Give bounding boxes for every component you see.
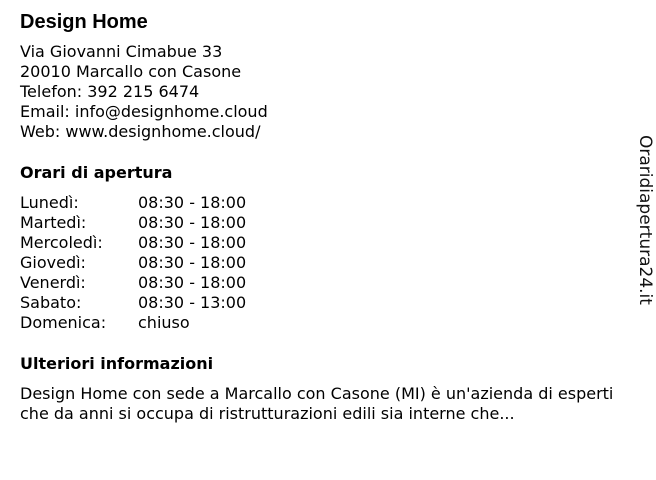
website-url: Web: www.designhome.cloud/ bbox=[20, 122, 261, 141]
hours-row-tuesday bbox=[20, 213, 620, 233]
address-line1: Via Giovanni Cimabue 33 bbox=[20, 42, 223, 61]
opening-hours-table bbox=[20, 193, 620, 333]
address-line2: 20010 Marcallo con Casone bbox=[20, 62, 242, 81]
more-info-text: Design Home con sede a Marcallo con Casone (MI) è un'azienda di esperti che da anni si occupa di ristrutturazioni edili sia interne che... bbox=[20, 384, 614, 423]
business-card bbox=[20, 10, 620, 424]
hours-time: 08:30 - 18:00 bbox=[138, 273, 247, 292]
hours-row-thursday bbox=[20, 253, 620, 273]
hours-day: Giovedì: bbox=[20, 253, 86, 272]
hours-day: Mercoledì: bbox=[20, 233, 103, 252]
email-address: Email: info@designhome.cloud bbox=[20, 102, 268, 121]
business-name: Design Home bbox=[20, 11, 148, 33]
watermark-text: Oraridiapertura24.it bbox=[635, 135, 655, 305]
hours-day: Martedì: bbox=[20, 213, 87, 232]
hours-time: chiuso bbox=[138, 313, 190, 332]
hours-time: 08:30 - 18:00 bbox=[138, 253, 247, 272]
hours-time: 08:30 - 18:00 bbox=[138, 193, 247, 212]
hours-day: Lunedì: bbox=[20, 193, 79, 212]
hours-row-wednesday bbox=[20, 233, 620, 253]
hours-row-monday bbox=[20, 193, 620, 213]
phone-number: Telefon: 392 215 6474 bbox=[20, 82, 200, 101]
hours-row-sunday bbox=[20, 313, 620, 333]
hours-row-friday bbox=[20, 273, 620, 293]
hours-day: Domenica: bbox=[20, 313, 107, 332]
more-info-title: Ulteriori informazioni bbox=[20, 354, 214, 373]
opening-hours-title: Orari di apertura bbox=[20, 163, 173, 182]
hours-day: Venerdì: bbox=[20, 273, 86, 292]
hours-time: 08:30 - 13:00 bbox=[138, 293, 247, 312]
hours-time: 08:30 - 18:00 bbox=[138, 233, 247, 252]
hours-day: Sabato: bbox=[20, 293, 82, 312]
hours-row-saturday bbox=[20, 293, 620, 313]
hours-time: 08:30 - 18:00 bbox=[138, 213, 247, 232]
